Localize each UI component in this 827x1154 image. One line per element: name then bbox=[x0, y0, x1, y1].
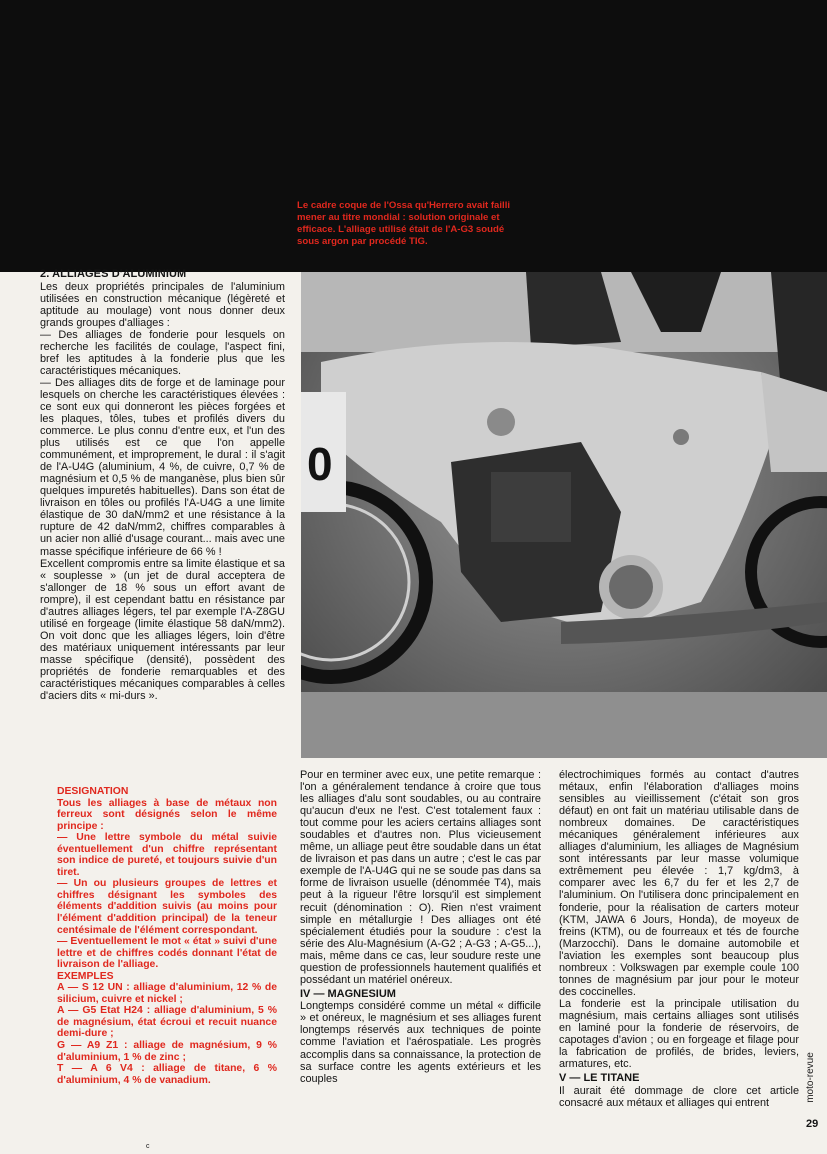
paragraph: — Eventuellement le mot « état » suivi d'une lettre et de chiffres codés donnant l'état de livraison de l'alliage. bbox=[57, 936, 277, 971]
examples-title: EXEMPLES bbox=[57, 970, 114, 982]
example-item: G — A9 Z1 : alliage de magnésium, 9 % d'aluminium, 1 % de zinc ; bbox=[57, 1040, 277, 1063]
magazine-side-mark bbox=[803, 1050, 823, 1110]
section-2-title: 2. ALLIAGES D'ALUMINIUM bbox=[40, 268, 187, 280]
paragraph: Pour en terminer avec eux, une petite remarque : l'on a généralement tendance à croire que tous les alliages d'alu sont soudables, ou au contraire qu'aucun d'eux ne l'est. C'est totalement faux : tout comme pour les aciers certains alliages sont soudables et d'autres non. Plus vicieusement même, un alliage peut être soudable dans un état de livraison et pas dans un autre ; c'est le cas par exemple de l'A-U4G qui ne se soude pas dans sa forme de livraison usuelle (dénommée T4), mais peut à la rigueur l'être lorsqu'il est simplement recuit (dénomination : O). Rien n'est vraiment simple en métallurgie ! Des alliages ont été spécialement étudiés pour la soudure : c'est la série des Alu-Magnésium (A-G2 ; A-G3 ; A-G5...), mais, même dans ce cas, leur soudure reste une question de professionnels hautement qualifiés et possédant un matériel onéreux. bbox=[300, 769, 541, 986]
paragraph: — Une lettre symbole du métal suivie éventuellement d'un chiffre représentant son indice de pureté, et toujours suivie d'un tiret. bbox=[57, 832, 277, 878]
example-item: T — A 6 V4 : alliage de titane, 6 % d'aluminium, 4 % de vanadium. bbox=[57, 1063, 277, 1086]
paragraph: — Des alliages dits de forge et de laminage pour lesquels on cherche les caractéristiques élevées : ce sont eux qui donneront les pièces forgées et les plaques, tôles, tubes et profilés divers du commerce. Le plus connu d'entre eux, et l'un des plus utilisés est ce que l'on appelle communément, et improprement, le dural : il s'agit de l'A-U4G (aluminium, 4 %, de cuivre, 0,7 % de magnésium et 0,5 % de manganèse, plus bien sûr quelques impuretés habituelles). Dans son état de livraison en tôles ou profilés l'A-U4G a une limite élastique de 30 daN/mm2 et une résistance à la rupture de 42 daN/mm2, chiffres comparables à un acier non allié d'usage courant... mais avec une masse spécifique inférieure de 66 % ! bbox=[40, 376, 285, 558]
footer-mark: c bbox=[146, 1143, 150, 1150]
photo-caption: Le cadre coque de l'Ossa qu'Herrero avait failli mener au titre mondial : solution originale et efficace. L'alliage utilisé était de l'A-G3 soudé sous argon par procédé TIG. bbox=[297, 200, 511, 247]
paragraph: Il aurait été dommage de clore cet article consacré aux métaux et alliages qui entrent bbox=[559, 1084, 799, 1109]
paragraph: Les deux propriétés principales de l'aluminium utilisées en construction mécanique (légèreté et aptitude au moulage) vont nous donner deux grands groupes d'alliages : bbox=[40, 280, 285, 329]
page-number: 29 bbox=[806, 1118, 819, 1130]
example-item: A — S 12 UN : alliage d'aluminium, 12 % de silicium, cuivre et nickel ; bbox=[57, 982, 277, 1005]
column-middle bbox=[300, 769, 541, 1085]
paragraph: — Des alliages de fonderie pour lesquels on recherche les facilités de coulage, l'aspect fini, bref les aptitudes à la fonderie plus que les caractéristiques mécaniques. bbox=[40, 328, 285, 377]
section-4-title: IV — MAGNESIUM bbox=[300, 987, 396, 1000]
column-right bbox=[559, 769, 799, 1109]
race-number: 0 bbox=[307, 438, 333, 490]
paragraph: Tous les alliages à base de métaux non ferreux sont désignés selon le même principe : bbox=[57, 797, 277, 832]
paragraph: La fonderie est la principale utilisation du magnésium, mais certains alliages sont utilisés en laminé pour la fonderie de réservoirs, de capotages d'avion ; ou en forgeage et filage pour la fabrication de profilés, de brides, leviers, armatures, etc. bbox=[559, 997, 799, 1071]
paragraph: — Un ou plusieurs groupes de lettres et chiffres désignant les symboles des éléments d'addition suivis (au moins pour l'élément d'addition principal) de la teneur centésimale de l'élément correspondant. bbox=[57, 878, 277, 936]
designation-box bbox=[57, 786, 277, 1086]
paragraph: Longtemps considéré comme un métal « difficile » et onéreux, le magnésium et ses alliages furent longtemps réservés aux techniques de pointe comme l'aviation et l'aérospatiale. Les progrès accomplis dans sa connaissance, la protection de sa surface contre les agents extérieurs et les couples bbox=[300, 1000, 541, 1085]
motorcycle-frame-photo bbox=[301, 272, 827, 758]
column-left bbox=[40, 268, 285, 702]
paragraph: Excellent compromis entre sa limite élastique et sa « souplesse » (un jet de dural acceptera de s'allonger de 18 % sous un effort avant de rompre), il est cependant battu en résistance par d'autres alliages légers, tel par exemple l'A-Z8GU utilisé en forgeage (limite élastique 58 daN/mm2). On voit donc que les alliages légers, loin d'être des matériaux uniquement intéressants par leur masse spécifique (densité), possèdent des propriétés de fonderie remarquables et des caractéristiques mécaniques comparables à celles d'aciers dits « mi-durs ». bbox=[40, 557, 285, 703]
paragraph: électrochimiques formés au contact d'autres métaux, enfin l'élaboration d'alliages moins sensibles au vieillissement (c'était son gros défaut) en ont fait un matériau utilisable dans de nombreux domaines. De caractéristiques mécaniques généralement inférieures aux alliages d'aluminium, les alliages de Magnésium sont intéressants par leur masse volumique extrêmement peu élevée : 1,7 kg/dm3, à comparer avec les 6,7 du fer et les 2,7 de l'aluminium. On l'utilisera donc principalement en fonderie, pour la réalisation de carters moteur (KTM, JAWA 6 Jours, Honda), de moyeux de freins (KTM), ou de fourreaux et tés de fourche (Marzocchi). Dans le domaine automobile et l'aviation les exemples sont beaucoup plus nombreux : Volkswagen par exemple coule 100 tonnes de magnésium par jour pour le moteur des coccinelles. bbox=[559, 769, 799, 998]
designation-title: DESIGNATION bbox=[57, 786, 129, 797]
magazine-name: moto-revue bbox=[804, 1052, 816, 1103]
section-5-title: V — LE TITANE bbox=[559, 1072, 640, 1085]
example-item: A — G5 Etat H24 : alliage d'aluminium, 5 % de magnésium, état écroui et recuit nuance demi-dure ; bbox=[57, 1005, 277, 1040]
